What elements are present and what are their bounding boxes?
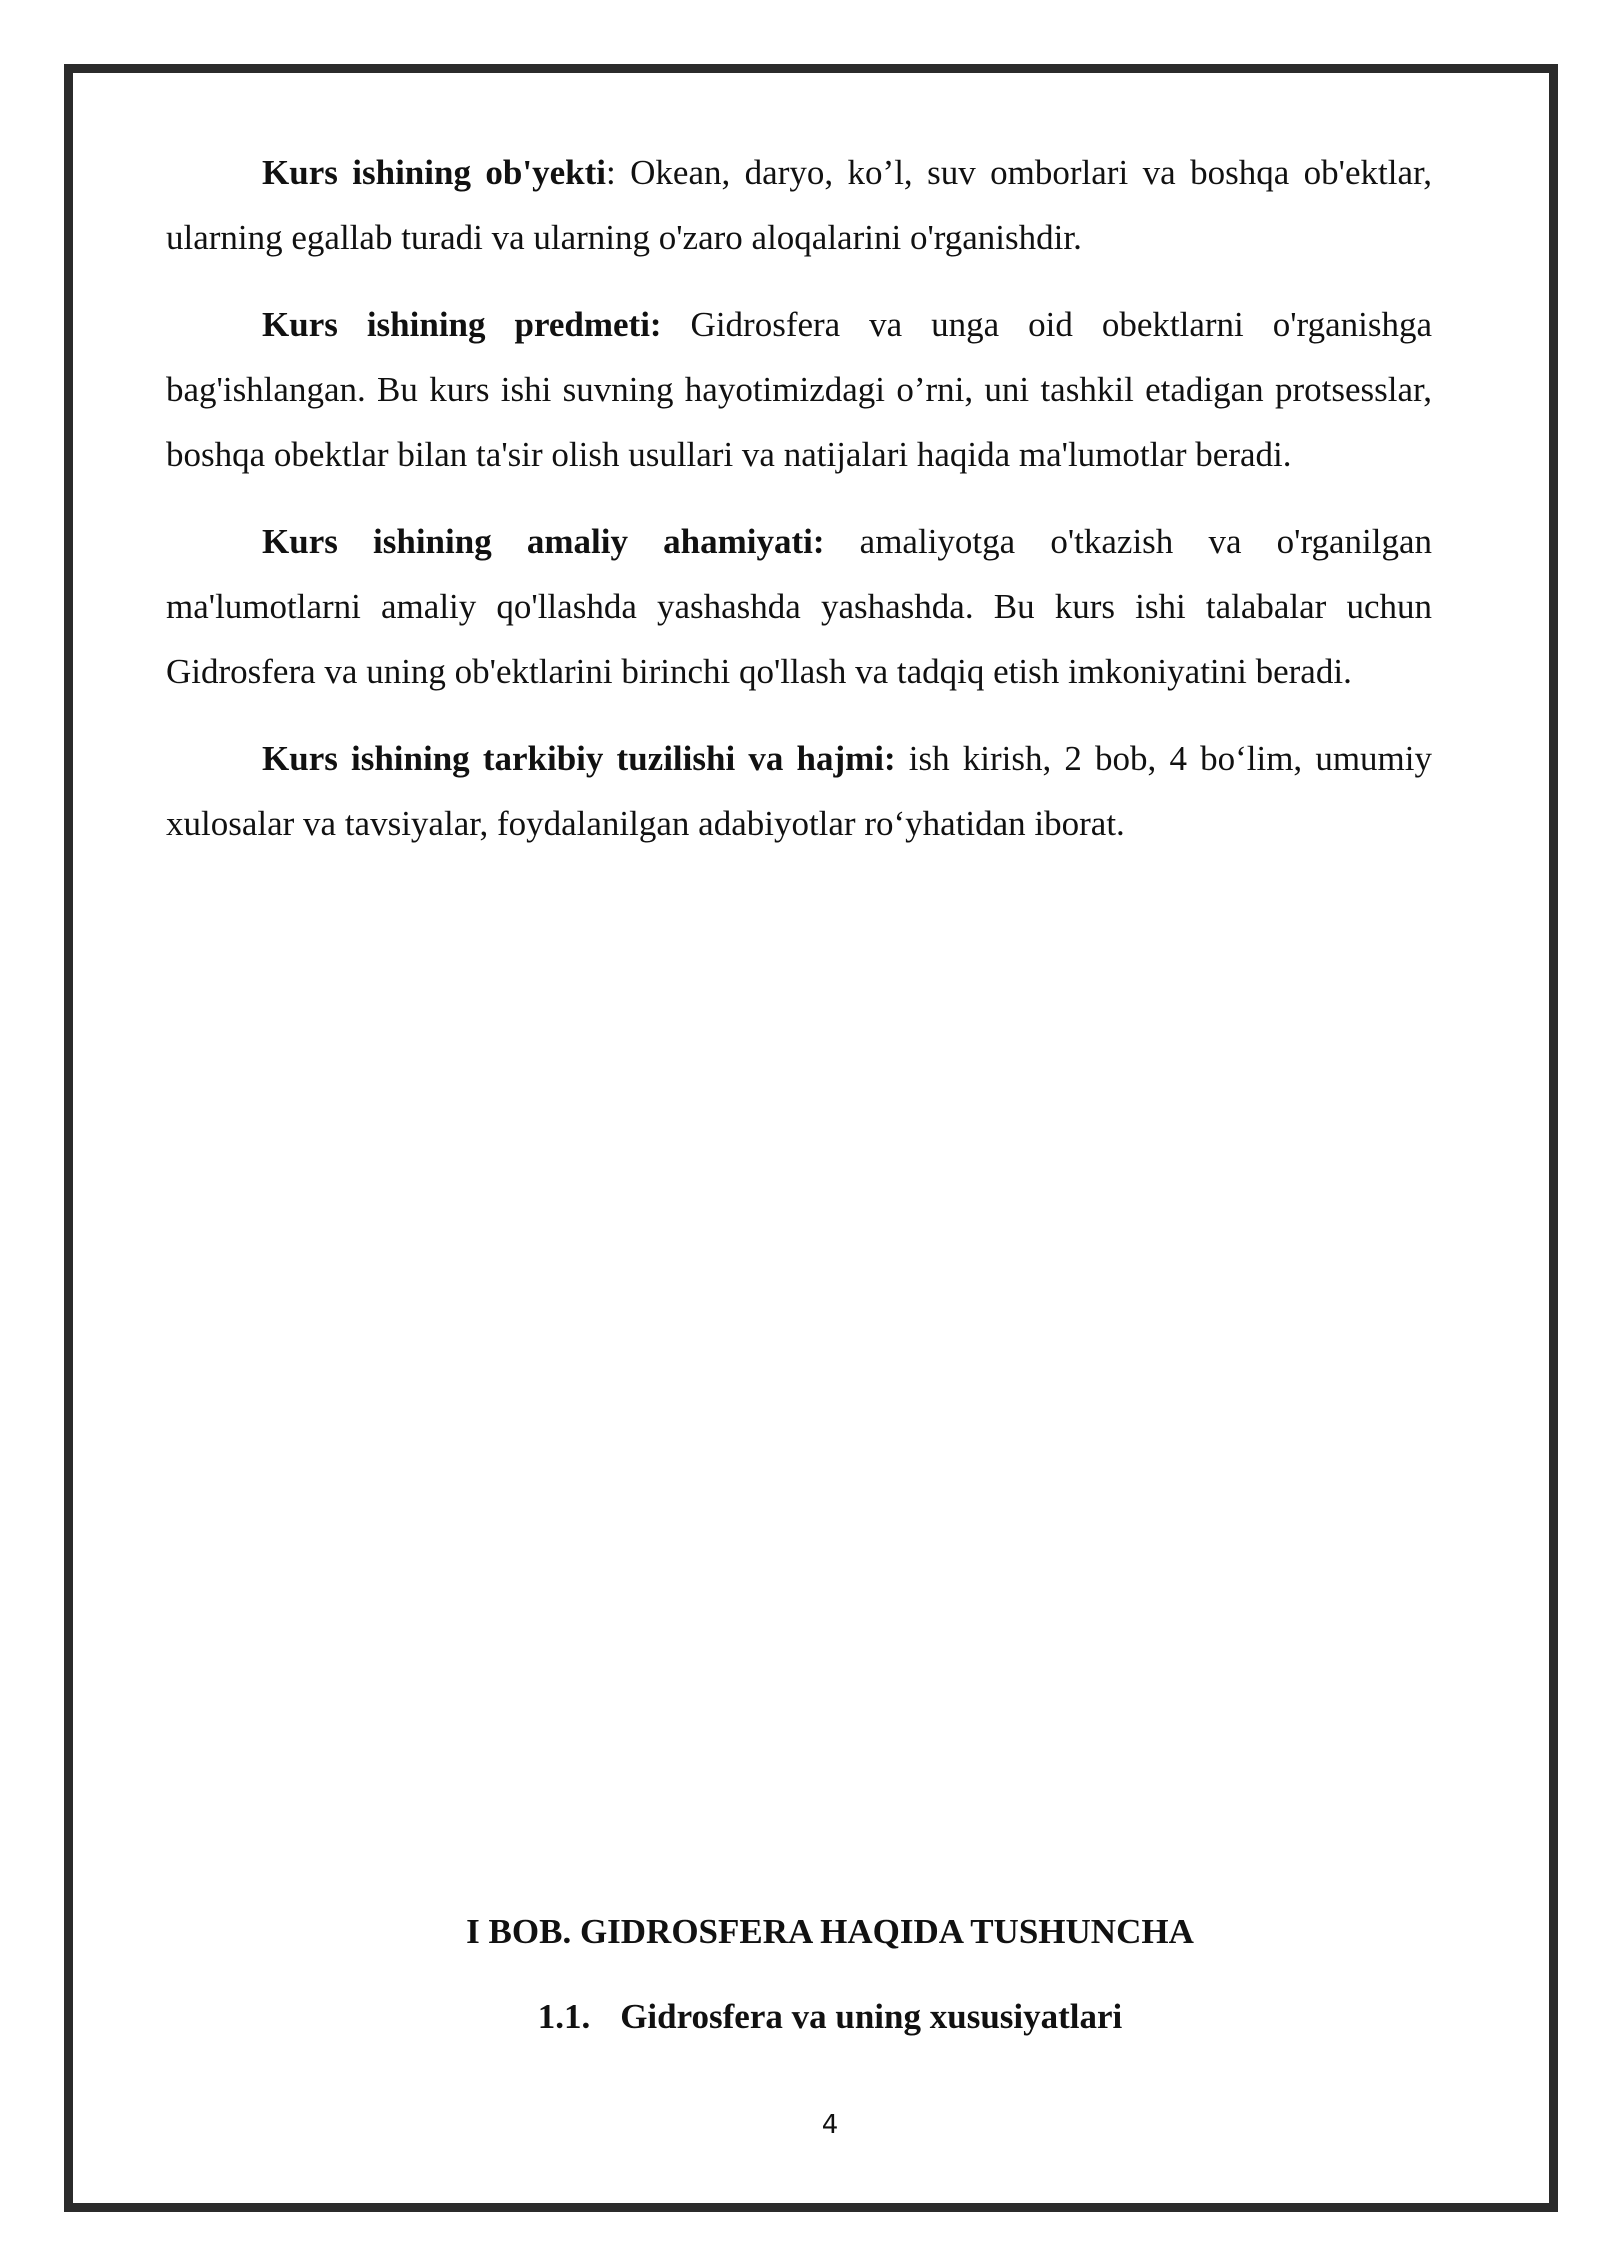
paragraph-object [166, 140, 1432, 270]
paragraph-label: Kurs ishining amaliy ahamiyati: [262, 522, 825, 561]
paragraph-text: ish kirish, 2 bob, 4 bo‘lim, umumiy xulosalar va tavsiyalar, foydalanilgan adabiyotlar ro‘yhatidan iborat. [166, 739, 1432, 843]
paragraph-label: Kurs ishining predmeti: [262, 305, 662, 344]
paragraph-label: Kurs ishining ob'yekti [262, 153, 606, 192]
document-body [166, 140, 1432, 878]
paragraph-subject [166, 292, 1432, 487]
section-heading [0, 1997, 1600, 2037]
section-number: 1.1. [537, 1997, 591, 2036]
page-number: 4 [821, 2110, 839, 2140]
paragraph-text: Gidrosfera va unga oid obektlarni o'rganishga bag'ishlangan. Bu kurs ishi suvning hayotimizdagi o’rni, uni tashkil etadigan protsesslar, boshqa obektlar bilan ta'sir olish usullari va natijalari haqida ma'lumotlar beradi. [166, 305, 1432, 474]
paragraph-text: Okean, daryo, ko’l, suv omborlari va boshqa ob'ektlar, ularning egallab turadi va ularning o'zaro aloqalarini o'rganishdir. [166, 153, 1432, 257]
paragraph-practical-importance [166, 509, 1432, 704]
section-title: Gidrosfera va uning xususiyatlari [620, 1997, 1123, 2036]
chapter-heading: I BOB. GIDROSFERA HAQIDA TUSHUNCHA [466, 1912, 1194, 1951]
paragraph-separator: : [605, 153, 616, 192]
paragraph-label: Kurs ishining tarkibiy tuzilishi va hajmi: [262, 739, 896, 778]
paragraph-text: amaliyotga o'tkazish va o'rganilgan ma'lumotlarni amaliy qo'llashda yashashda yashashda. Bu kurs ishi talabalar uchun Gidrosfera va uning ob'ektlarini birinchi qo'llash va tadqiq etish imkoniyatini beradi. [166, 522, 1432, 691]
paragraph-structure [166, 726, 1432, 856]
